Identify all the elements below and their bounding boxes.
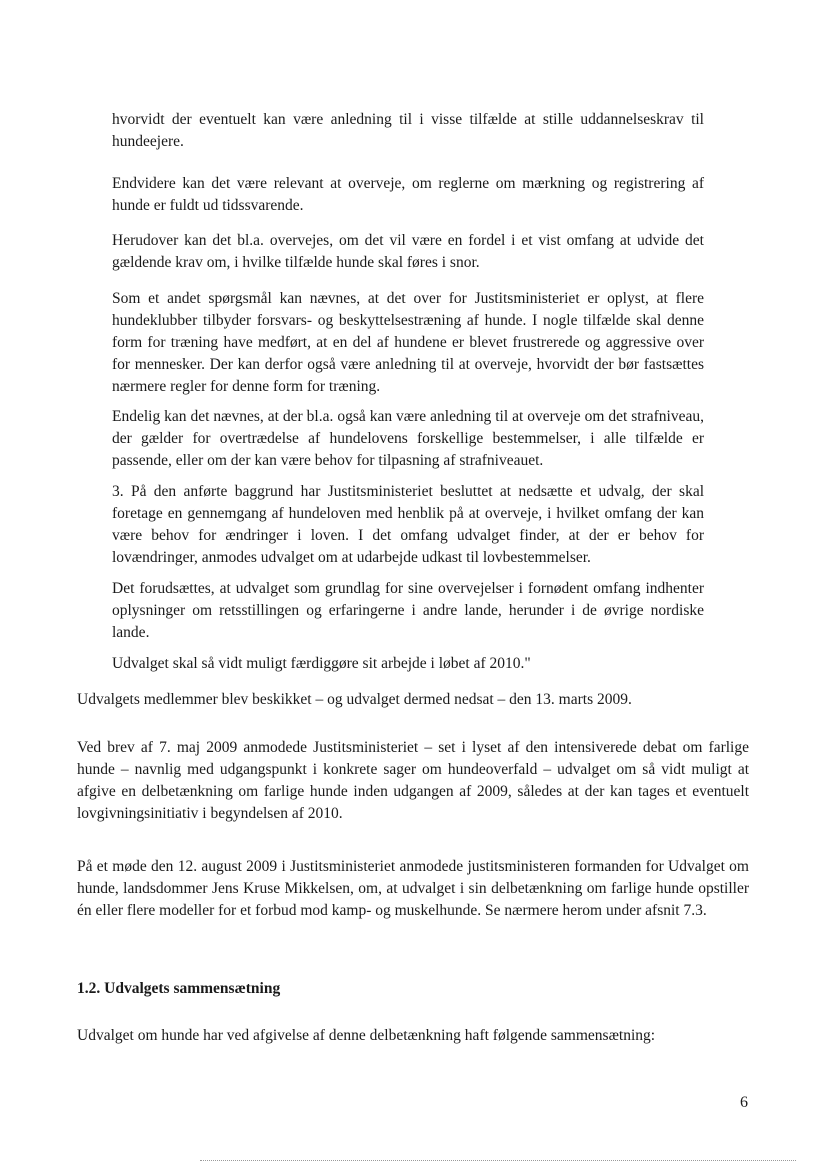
quote-paragraph-foreign-experience: Det forudsættes, at udvalget som grundlag for sine overvejelser i fornødent omfang indhenter oplysninger om retsstillingen og erfaringerne i andre lande, herunder i de øvrige nordiske lande. <box>112 580 704 641</box>
body-paragraph-ban-models: På et møde den 12. august 2009 i Justitsministeriet anmodede justitsministeren formanden for Udvalget om hunde, landsdommer Jens Kruse Mikkelsen, om, at udvalget i sin delbetænkning om farlige hunde opstiller én eller flere modeller for et forbud mod kamp- og muskelhunde. Se nærmere herom under afsnit 7.3. <box>77 858 749 919</box>
page-number: 6 <box>740 1094 748 1111</box>
body-paragraph-appointment: Udvalgets medlemmer blev beskikket – og udvalget dermed nedsat – den 13. marts 2009. <box>77 691 632 708</box>
quote-paragraph-leash-requirement: Herudover kan det bl.a. overvejes, om det vil være en fordel i et vist omfang at udvide det gældende krav om, i hvilke tilfælde hunde skal føres i snor. <box>112 232 704 271</box>
section-heading: 1.2. Udvalgets sammensætning <box>77 980 281 997</box>
closing-paragraph: Udvalget om hunde har ved afgivelse af denne delbetænkning haft følgende sammensætning: <box>77 1027 656 1044</box>
quote-paragraph-deadline: Udvalget skal så vidt muligt færdiggøre sit arbejde i løbet af 2010." <box>112 655 531 672</box>
scan-edge-divider <box>200 1160 796 1161</box>
quote-paragraph-committee-mandate: 3. På den anførte baggrund har Justitsministeriet besluttet at nedsætte et udvalg, der skal foretage en gennemgang af hundeloven med henblik på at overveje, i hvilket omfang der kan være behov for ændringer i loven. I det omfang udvalget finder, at der er behov for lovændringer, anmodes udvalget om at udarbejde udkast til lovbestemmelser. <box>112 483 704 566</box>
quote-paragraph-education-requirements: hvorvidt der eventuelt kan være anledning til i visse tilfælde at stille uddannelseskrav til hundeejere. <box>112 111 704 150</box>
body-paragraph-interim-report-request: Ved brev af 7. maj 2009 anmodede Justitsministeriet – set i lyset af den intensiverede debat om farlige hunde – navnlig med udgangspunkt i konkrete sager om hundeoverfald – udvalget om så vidt muligt at afgive en delbetænkning om farlige hunde inden udgangen af 2009, således at der kan tages et eventuelt lovgivningsinitiativ i begyndelsen af 2010. <box>77 739 749 822</box>
quote-paragraph-marking-registration: Endvidere kan det være relevant at overveje, om reglerne om mærkning og registrering af hunde er fuldt ud tidssvarende. <box>112 175 704 214</box>
quote-paragraph-penalty-level: Endelig kan det nævnes, at der bl.a. også kan være anledning til at overveje om det strafniveau, der gælder for overtrædelse af hundelovens forskellige bestemmelser, i alle tilfælde er passende, eller om der kan være behov for tilpasning af strafniveauet. <box>112 408 704 469</box>
quote-paragraph-protection-training: Som et andet spørgsmål kan nævnes, at det over for Justitsministeriet er oplyst, at flere hundeklubber tilbyder forsvars- og beskyttelsestræning af hunde. I nogle tilfælde skal denne form for træning have medført, at en del af hundene er blevet frustrerede og aggressive over for mennesker. Der kan derfor også være anledning til at overveje, hvorvidt der bør fastsættes nærmere regler for denne form for træning. <box>112 290 704 395</box>
